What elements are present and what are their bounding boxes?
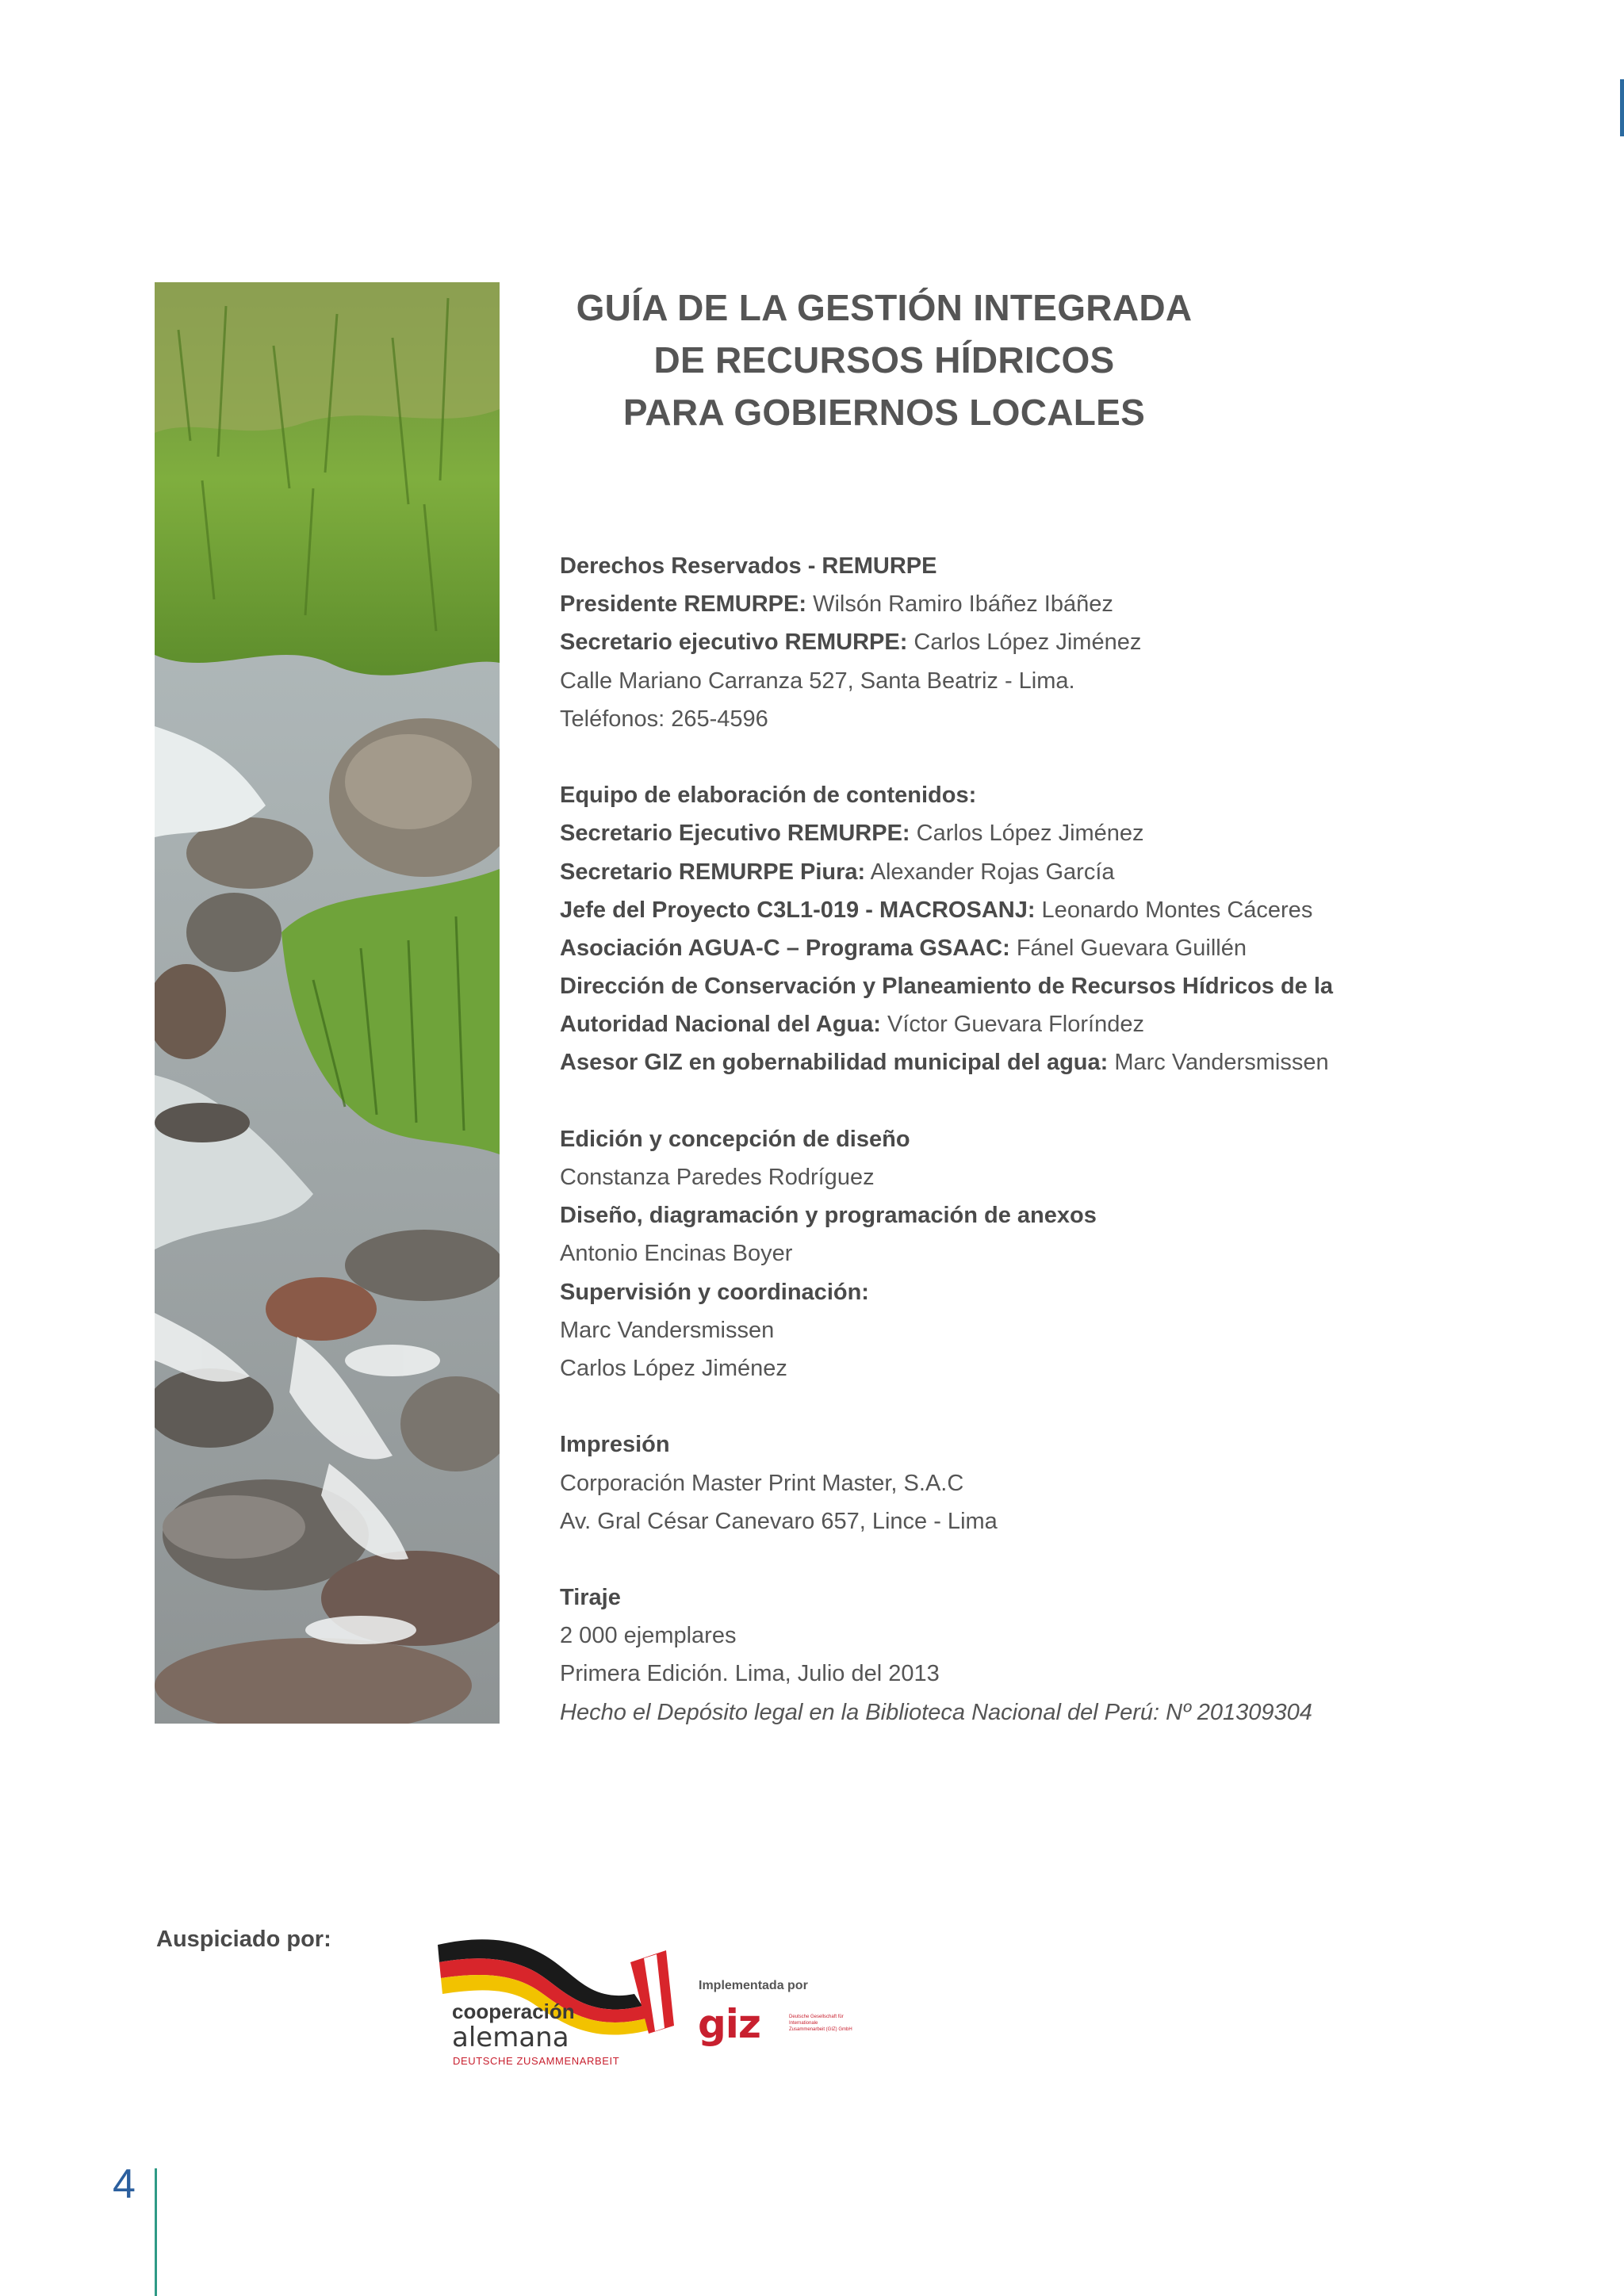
title-line-3: PARA GOBIERNOS LOCALES [622,392,1146,433]
secretary-line: Secretario ejecutivo REMURPE: Carlos López Jiménez [560,629,1142,656]
president-line: Presidente REMURPE: Wilsón Ramiro Ibáñez Ibáñez [560,591,1113,618]
sponsor-label: Auspiciado por: [156,1927,331,1952]
document-title [555,281,1213,438]
address-line: Calle Mariano Carranza 527, Santa Beatriz - Lima. [560,668,1075,694]
giz-logo: giz [698,2001,761,2047]
ana-member: Autoridad Nacional del Agua: Víctor Guevara Floríndez [560,1012,1144,1038]
printing-company: Corporación Master Print Master, S.A.C [560,1470,964,1496]
page-number: 4 [113,2161,136,2207]
supervision-name: Carlos López Jiménez [560,1355,787,1381]
title-line-1: GUÍA DE LA GESTIÓN INTEGRADA [576,287,1193,328]
river-photo [155,282,500,1724]
coop-word-1: cooperación [452,1999,575,2023]
page-number-rule [155,2168,157,2296]
legal-deposit: Hecho el Depósito legal en la Biblioteca Nacional del Perú: Nº 201309304 [560,1699,1312,1725]
giz-small-text: Deutsche Gesellschaft für Internationale Zusammenarbeit (GIZ) GmbH [789,2015,852,2032]
giz-advisor: Asesor GIZ en gobernabilidad municipal del agua: Marc Vandersmissen [560,1050,1329,1076]
implemented-by-label: Implementada por [699,1979,808,1992]
coop-subtitle: DEUTSCHE ZUSAMMENARBEIT [453,2055,620,2067]
print-run-heading: Tiraje [560,1585,621,1611]
supervision-heading: Supervisión y coordinación: [560,1279,869,1305]
coop-word-2: alemana [452,2022,569,2053]
phones-line: Teléfonos: 265-4596 [560,706,768,732]
print-run-copies: 2 000 ejemplares [560,1623,737,1649]
credits-block [560,547,1591,1732]
printing-address: Av. Gral César Canevaro 657, Lince - Lima [560,1508,998,1534]
print-run-edition: Primera Edición. Lima, Julio del 2013 [560,1661,940,1687]
team-member: Jefe del Proyecto C3L1-019 - MACROSANJ: Leonardo Montes Cáceres [560,897,1313,923]
team-member: Asociación AGUA-C – Programa GSAAC: Fánel Guevara Guillén [560,935,1247,961]
team-heading: Equipo de elaboración de contenidos: [560,783,977,809]
top-edge-mark [1620,79,1624,136]
rights-heading: Derechos Reservados - REMURPE [560,553,937,579]
edition-heading: Edición y concepción de diseño [560,1126,910,1152]
layout-heading: Diseño, diagramación y programación de anexos [560,1203,1097,1229]
team-member: Secretario Ejecutivo REMURPE: Carlos López Jiménez [560,821,1144,847]
team-member: Secretario REMURPE Piura: Alexander Rojas García [560,859,1115,885]
title-line-2: DE RECURSOS HÍDRICOS [653,339,1115,381]
supervision-name: Marc Vandersmissen [560,1317,775,1343]
printing-heading: Impresión [560,1432,670,1458]
edition-name: Constanza Paredes Rodríguez [560,1165,875,1190]
layout-name: Antonio Encinas Boyer [560,1241,793,1267]
ana-label-line: Dirección de Conservación y Planeamiento de Recursos Hídricos de la [560,974,1334,1000]
